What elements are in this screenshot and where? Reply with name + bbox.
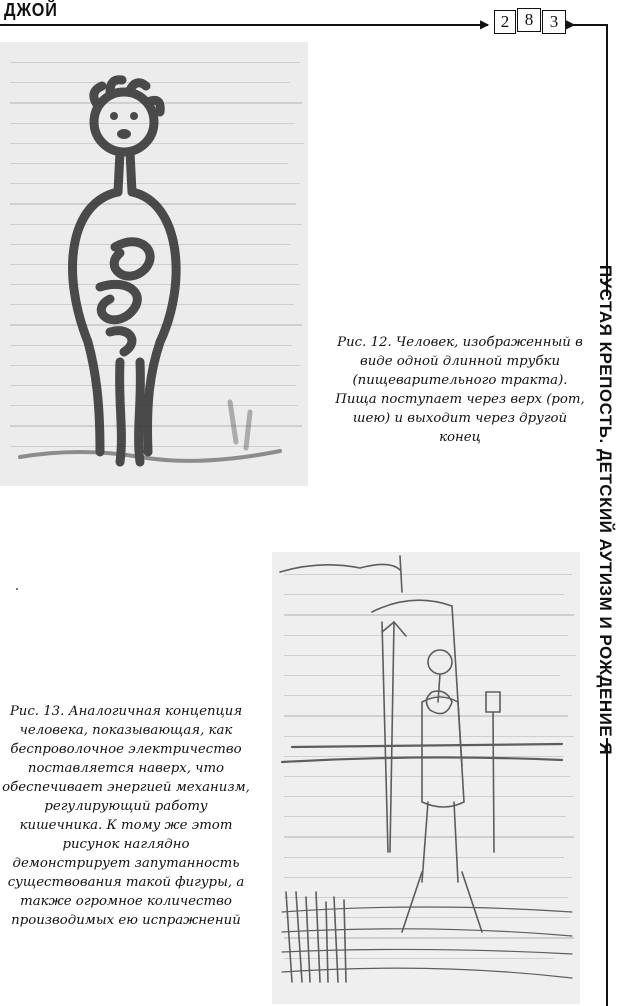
side-rule-bottom [606,738,608,1006]
header-arrow-right: ▶ [566,17,576,31]
stray-mark [16,588,18,590]
figure-13-drawing [272,552,580,1004]
figure-12-drawing [0,42,308,486]
electric-man-illustration [272,552,580,1004]
tube-man-illustration [0,42,308,486]
side-book-title-text: ПУСТАЯ КРЕПОСТЬ. ДЕТСКИЙ АУТИЗМ И РОЖДЕНИЕ Я [596,264,615,756]
page-number-digit-1: 2 [494,10,516,34]
running-title: ДЖОЙ [4,0,58,20]
header-arrow-left: ▶ [480,17,490,31]
figure-13-caption: Рис. 13. Аналогичная концепция человека, показывающая, как беспроволочное электричество поставляется наверх, что обеспечивает энергией механизм, регулирующий работу кишечника. К тому же этот рисунок наглядно демонстрирует запутанность существования такой фигуры, а также огромное количество производимых ею испражнений [2,704,250,928]
header-rule-corner [594,24,607,26]
figure-12-caption: Рис. 12. Человек, изображенный в виде одной длинной трубки (пищеварительного тракта). Пища поступает через верх (рот, шею) и выходит через другой конец [335,335,585,445]
side-book-title [590,264,620,756]
header-rule-left [0,24,488,26]
page-number-digit-3: 3 [542,10,566,34]
side-rule-top [606,24,608,296]
page-number-digit-2: 8 [517,8,541,32]
